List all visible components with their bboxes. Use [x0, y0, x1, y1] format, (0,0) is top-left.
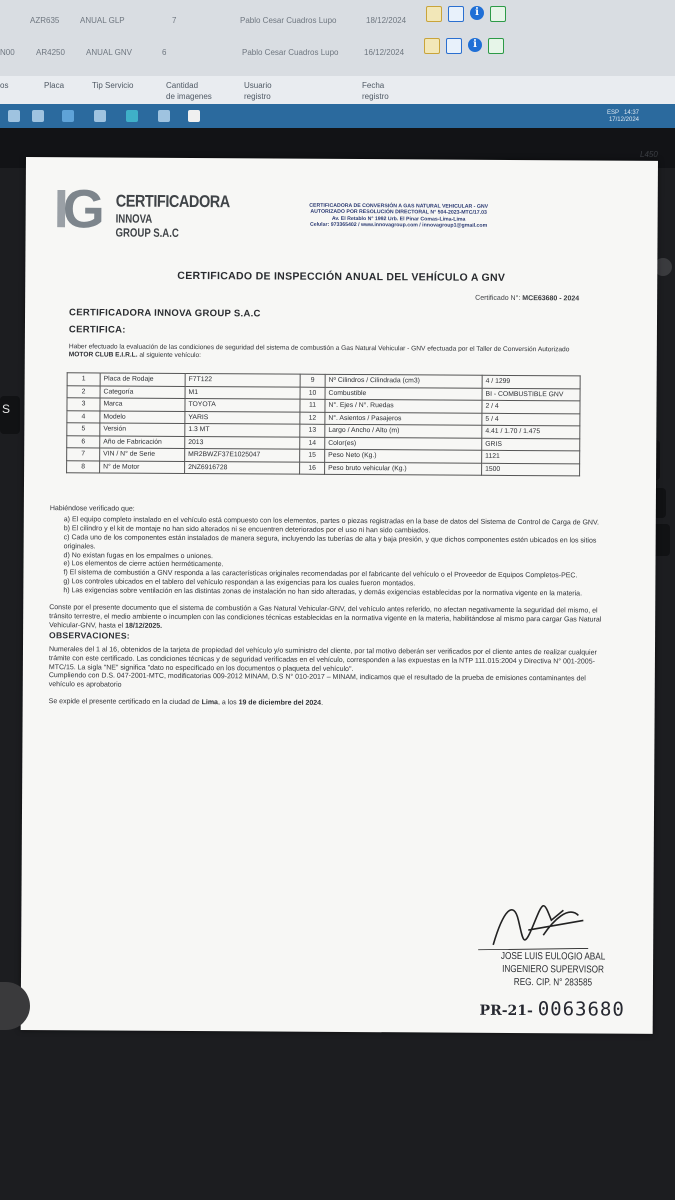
settings-icon[interactable] — [188, 110, 200, 122]
item-number: 1 — [67, 373, 100, 386]
field-value: M1 — [185, 386, 300, 399]
signer-registration: REG. CIP. N° 283585 — [513, 976, 593, 989]
item-number: 9 — [300, 374, 325, 387]
laptop-screen — [0, 0, 675, 128]
table-row[interactable] — [0, 40, 675, 66]
field-label: Color(es) — [325, 437, 482, 450]
field-label: Peso Neto (Kg.) — [325, 449, 482, 462]
field-label: Placa de Rodaje — [100, 373, 185, 386]
header-line: CERTIFICADORA DE CONVERSIÓN A GAS NATURAL VEHICULAR - GNV — [309, 202, 489, 210]
field-value: GRIS — [482, 438, 580, 451]
verified-item: f) El sistema de combustión a GNV responda a las características originales recomendadas por el fabricante del vehículo o el Proveedor de Equipos Completos-PEC. — [63, 569, 578, 580]
pdf-icon[interactable] — [424, 38, 440, 54]
certificate-body — [49, 505, 610, 711]
signer-name: JOSE LUIS EULOGIO ABAL — [500, 950, 606, 963]
clock-date: 17/12/2024 — [608, 117, 639, 123]
tipo-cell: ANUAL GLP — [80, 16, 125, 25]
item-number: 3 — [67, 398, 100, 411]
table-row[interactable] — [0, 8, 675, 34]
company-logo — [53, 179, 230, 240]
row-prefix-cell: N00 — [0, 48, 15, 57]
field-value: 1.3 MT — [185, 423, 300, 436]
logo-ig-mark: IG — [53, 179, 99, 240]
header-line: Celular: 973365402 / www.innovagroup.com / innovagroup1@gmail.com — [309, 221, 488, 229]
verified-item: c) Cada uno de los componentes están instalados de manera segura, incluyendo las tuberías de alta y baja presión, y que dichos componentes estén ubicados en los sitios originales. — [63, 533, 597, 551]
usuario-cell: Pablo Cesar Cuadros Lupo — [242, 48, 339, 57]
edit-icon[interactable] — [448, 6, 464, 22]
field-value: MR2BWZF37E1025047 — [185, 448, 300, 461]
verified-item: h) Las exigencias sobre ventilación en las distintas zonas de instalación no han sido alteradas, y demás exigencias establecidas por la normativa vigente en la materia. — [63, 587, 583, 598]
info-icon[interactable]: i — [470, 6, 484, 20]
fecha-cell: 16/12/2024 — [364, 48, 405, 57]
field-label: N°. Asientos / Pasajeros — [325, 412, 482, 425]
valid-until: 18/12/2025. — [125, 622, 163, 630]
taller-name: MOTOR CLUB E.I.R.L. — [68, 351, 138, 359]
field-value: 2013 — [185, 436, 300, 449]
item-number: 12 — [300, 412, 325, 425]
header-line: Av. El Retablo N° 1992 Urb. El Pinar Comas-Lima-Lima — [331, 215, 466, 223]
language-indicator: ESP — [606, 110, 619, 116]
item-number: 15 — [300, 449, 325, 462]
placa-cell: AR4250 — [36, 48, 65, 57]
cantidad-cell: 6 — [162, 48, 167, 57]
cantidad-cell: 7 — [172, 16, 177, 25]
intro-paragraph: Haber efectuado la evaluación de las condiciones de seguridad del sistema de combustión a Gas Natural Vehicular - GNV efectuada por el Taller de Conversión Autorizado MOTOR CLUB E.I.R.L. al siguiente vehículo: — [68, 343, 570, 360]
vehicle-table — [66, 372, 581, 476]
item-number: 14 — [300, 437, 325, 450]
info-icon[interactable]: i — [468, 38, 482, 52]
observation-text: Cumpliendo con D.S. 047-2001-MTC, modificatorias 009-2012 MINAM, D.S N° 010-2017 – MINAM, indicamos que el resultado de la prueba de emisiones contaminantes del vehículo es aprobatorio — [48, 672, 586, 689]
verified-item: d) No existan fugas en los empalmes o uniones. — [63, 551, 214, 560]
edit-icon[interactable] — [446, 38, 462, 54]
conste-paragraph: Conste por el presente documento que el sistema de combustión a Gas Natural Vehicular-GNV, del vehículo antes referido, no afectan negativamente la seguridad del mismo, el tránsito terrestre, el medio ambiente o incumplen con las condiciones técnicas establecidas en la normativa vigente en la materia, habilitándose al mismo para cargar Gas Natural Vehicular-GNV, hasta el 18/12/2025. — [49, 604, 602, 630]
observaciones-heading: OBSERVACIONES: — [49, 629, 130, 641]
field-value: F7T122 — [185, 373, 300, 386]
usuario-cell: Pablo Cesar Cuadros Lupo — [240, 16, 337, 25]
document-title: CERTIFICADO DE INSPECCIÓN ANUAL DEL VEHÍCULO A GNV — [177, 269, 506, 284]
verified-item: g) Los controles ubicados en el tablero del vehículo respondan a las exigencias para los cuales fueron montados. — [63, 578, 416, 588]
serial-digits: 0063680 — [537, 998, 625, 1021]
header-line: AUTORIZADO POR RESOLUCIÓN DIRECTORAL N° 504-2023-MTC/17.03 — [310, 209, 487, 217]
fecha-cell: 18/12/2024 — [366, 16, 407, 25]
app-icon[interactable] — [158, 110, 170, 122]
field-label: N° de Motor — [100, 460, 185, 473]
verified-item: e) Los elementos de cierre actúen herméticamente. — [63, 560, 224, 569]
taskbar — [0, 104, 675, 128]
verified-item: b) El cilindro y el kit de montaje no han sido alterados ni se encuentren deteriorados por el uso ni han sido cambiados. — [63, 525, 431, 535]
header-col0: os — [0, 81, 9, 90]
field-label: Largo / Ancho / Alto (m) — [325, 424, 482, 437]
header-info — [264, 202, 534, 229]
item-number: 8 — [67, 460, 100, 473]
field-value: TOYOTA — [185, 398, 300, 411]
field-value: 1121 — [482, 450, 580, 463]
field-value: 2NZ6916728 — [185, 461, 300, 474]
verified-item: a) El equipo completo instalado en el vehículo está compuesto con los elementos, partes o piezas registradas en la base de datos del Sistema de Control de Carga de GNV. — [63, 516, 599, 527]
field-label: Modelo — [100, 410, 185, 423]
app-icon[interactable] — [94, 110, 106, 122]
item-number: 5 — [67, 423, 100, 436]
field-label: Peso bruto vehicular (Kg.) — [325, 462, 482, 475]
cert-value: MCE63680 - 2024 — [522, 295, 580, 303]
field-label: Año de Fabricación — [100, 435, 185, 448]
header-fecha[interactable]: Fecha registro — [362, 81, 389, 101]
field-value: 5 / 4 — [482, 413, 580, 426]
field-value: YARIS — [185, 411, 300, 424]
signature-block — [483, 950, 623, 990]
item-number: 16 — [300, 462, 325, 475]
item-number: 13 — [300, 424, 325, 437]
field-value: 4 / 1299 — [482, 375, 580, 388]
field-label: Versión — [100, 423, 185, 436]
item-number: 11 — [300, 399, 325, 412]
pdf-icon[interactable] — [426, 6, 442, 22]
field-value: BI - COMBUSTIBLE GNV — [482, 388, 580, 401]
field-label: Combustible — [325, 387, 482, 400]
table-row — [67, 460, 580, 476]
clock-time: 14:37 — [623, 110, 639, 116]
system-tray[interactable] — [607, 110, 639, 124]
item-number: 7 — [67, 448, 100, 461]
signer-role: INGENIERO SUPERVISOR — [502, 963, 605, 976]
table-header — [0, 76, 675, 104]
verified-intro: Habiéndose verificado que: — [49, 505, 135, 513]
start-icon[interactable] — [8, 110, 20, 122]
field-label: N°. Ejes / N°. Ruedas — [325, 399, 482, 412]
certificate-document — [21, 157, 658, 1034]
logo-main-text: CERTIFICADORA — [115, 191, 230, 212]
certificate-number — [475, 295, 579, 303]
header-cantidad[interactable]: Cantidad de imagenes — [166, 81, 212, 101]
observation-text: Numerales del 1 al 16, obtenidos de la tarjeta de propiedad del vehículo y/o suministro del cliente, por tal motivo deberán ser verificados por el cliente antes de realizar cualquier trámite con este certificado. Las condiciones técnicas y de seguridad verificadas en el vehículo, corresponden a las expuestas en la NTP 111.015:2004 y Directiva N° 001-2005-MTC/15. La sigla "NE" significa "dato no especificado en los documentos o plaqueta del vehículo". — [48, 645, 597, 673]
header-usuario[interactable]: Usuario registro — [244, 81, 272, 101]
item-number: 4 — [67, 410, 100, 423]
image-icon[interactable] — [490, 6, 506, 22]
field-label: Marca — [100, 398, 185, 411]
item-number: 6 — [67, 435, 100, 448]
folder-icon[interactable] — [62, 110, 74, 122]
field-label: VIN / N° de Serie — [100, 448, 185, 461]
field-label: Nº Cilindros / Cilindrada (cm3) — [325, 374, 482, 387]
certifica-heading: CERTIFICA: — [68, 324, 126, 336]
issued-line: Se expide el presente certificado en la ciudad de Lima, a los 19 de diciembre del 2024. — [48, 698, 324, 708]
search-icon[interactable] — [32, 110, 44, 122]
tipo-cell: ANUAL GNV — [86, 48, 132, 57]
field-value: 1500 — [482, 463, 580, 476]
field-value: 2 / 4 — [482, 400, 580, 413]
browser-icon[interactable] — [126, 110, 138, 122]
image-icon[interactable] — [488, 38, 504, 54]
header-tipo[interactable]: Tip Servicio — [92, 81, 134, 90]
placa-cell: AZR635 — [30, 16, 60, 25]
company-name: CERTIFICADORA INNOVA GROUP S.A.C — [69, 307, 261, 320]
item-number: 2 — [67, 385, 100, 398]
laptop-brand: L450 — [640, 150, 658, 159]
header-placa[interactable]: Placa — [44, 81, 65, 90]
item-number: 10 — [300, 387, 325, 400]
cert-label: Certificado N°: — [475, 294, 521, 303]
field-label: Categoría — [100, 385, 185, 398]
field-value: 4.41 / 1.70 / 1.475 — [482, 425, 580, 438]
logo-sub-text: INNOVA GROUP S.A.C — [115, 211, 179, 240]
s-key[interactable]: S — [0, 396, 20, 434]
serial-number: PR-21- 0063680 — [479, 998, 625, 1021]
